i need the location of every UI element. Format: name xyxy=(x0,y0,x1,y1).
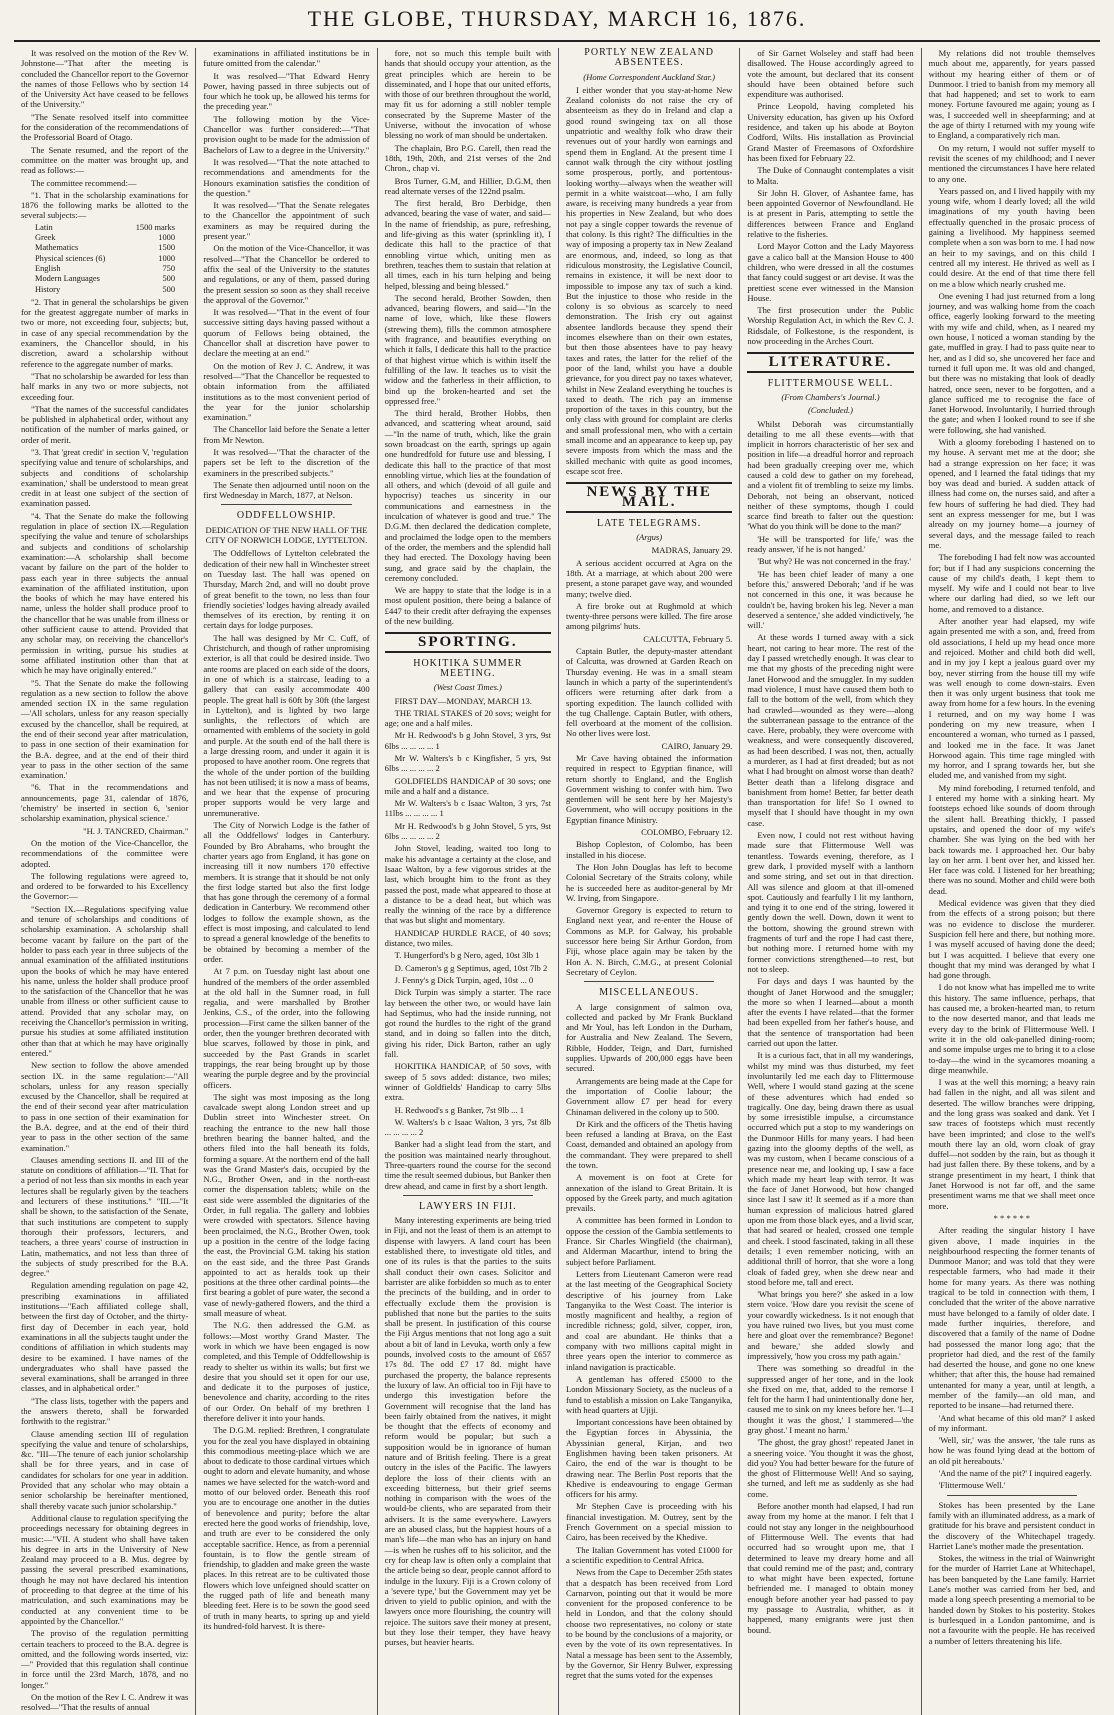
section-heading: PORTLY NEW ZEALAND ABSENTEES. xyxy=(584,47,715,69)
section-heading: LAWYERS IN FIJI. xyxy=(418,1200,517,1212)
paragraph: "Section IX.—Regulations specifying value and tenure of scholarships and conditions of scholarship examination. A scholarship shall become vacant by failure on the part of the holder to pass each year in three subjects of the annual examination of the affiliated institutions upon the books of which he may have entered his name, unless the holder shall produce proof to the satisfaction of the Chancellor that he was unable from illness or other sufficient cause to attend. Provided that any scholar may, on receiving the Chancellor's permission in writing, pursue his studies at some affiliated institution other than that at which he may have originally entered." xyxy=(21,903,189,1058)
paragraph: Medical evidence was given that they died from the effects of a strong poison; but there was no evidence to disclose the murderer. Suspicion fell here and there, but nothing more. I was myself accused of having done the deed; but I was acquitted. I believe that every one thought that my mind was deranged by what I had gone through. xyxy=(928,898,1095,981)
paragraph: It was resolved on the motion of the Rev W. Johnstone—"That after the meeting is concluded the Chancellor report to the Governor the names of those Fellows who by section 14 of the University Act have ceased to be fellows of the University." xyxy=(21,48,189,110)
signature-line: "H. J. TANCRED, Chairman." xyxy=(83,825,189,836)
paragraph: I either wonder that you stay-at-home New Zealand colonists do not raise the cry of absenteeism as they do in Ireland and clap a good round swingeing tax on all those unpatriotic and wealthy folk who draw their revenues out of your hardly won earnings and spend them in England. At the present time I cannot walk through the city without jostling some prosperous, portly, and portentous-looking worthy—always when the weather will permit in a white waistcoat—who, I am fully aware, is receiving many hundreds a year from his properties in New Zealand, but who does not pay a single copper towards the revenue of that colony. Is this right? The difficulties in the way of imposing a property tax in New Zealand are enormous, and, indeed, so long as that ridiculous monstrosity, the Legislative Council, remains in existence, it will be next door to impossible to impose any tax of such a kind. But the injustice to those who reside in the colony is so obvious as scarcely to need demonstration. The Irish cry out against absentee landlords because they spend their incomes elsewhere than on their own estates, but then those absentees have to pay heavy taxes and rates, the latter for the relief of the poor of the land, whilst you have a double grievance, for you direct pay no taxes whatever, whilst in New Zealand everything he touches is taxed to death. The rich pay an immense proportion of the taxes in this country, but the only class with ground for complaint are clerks and small professional men, who with a certain small income and an appearance to keep up, pay severe imposts from which the mass and the skilled mechanic with quite as good incomes, escape scot free. xyxy=(565,84,733,476)
paragraph: Sir John H. Glover, of Ashantee fame, has been appointed Governor of Newfoundland. He is at present in Paris, attempting to settle the differences between France and England relative to the fisheries. xyxy=(747,187,914,240)
paragraph: A gentleman has offered £5000 to the London Missionary Society, as the nucleus of a fund to establish a mission on Lake Tanganyika, with head quarters at Ujiji. xyxy=(565,1373,733,1415)
paragraph: It was resolved—"That Edward Henry Power, having passed in three subjects out of four which he took up, be allowed his terms for the preceding year." xyxy=(203,70,370,112)
paragraph: "That the names of the successful candidates be published in alphabetical order, without any notification of the number of marks gained, or order of merit. xyxy=(21,403,189,445)
paragraph: On the motion of Rev J. C. Andrew, it was resolved—"That the Chancellor be requested to obtain information from the affiliated institutions as to the most convenient period of the year for the junior scholarship examination." xyxy=(203,360,370,423)
paragraph: The N.G. then addressed the G.M. as follows:—Most worthy Grand Master. The work in which we have been engaged is now completed, and this Temple of Oddfellowship is ready to shelter us within its walls; but first we desire that you should set it open for our use, and dedicate it to the purposes of justice, benevolence and charity, according to the rites of our Order. On behalf of my brethren I therefore deliver it into your hands. xyxy=(203,1320,370,1423)
paragraph: A large consignment of salmon ova, collected and packed by Mr Frank Buckland and Mr Youl, has left London in the Durham, for Australia and New Zealand. The Severn, Ribble, Hodder, Teign, and Dart, furnished supplies. Upwards of 200,000 eggs have been secured. xyxy=(565,1001,733,1074)
paragraph: Stokes, the witness in the trial of Wainwright for the murder of Harriet Lane at Whitechapel, has been banqueted by the Lane family. Harriet Lane's mother was carried from her bed, and made a long speech presenting a memorial to be handed down by Stokes to his posterity. Stokes is burlesqued in a London pantomime, and is not a favourite with the people. He has received a number of letters threatening his life. xyxy=(928,1553,1095,1646)
paragraph: The chaplain, Bro P.G. Carell, then read the 18th, 19th, 20th, and 21st verses of the 2nd Chron., chap vi. xyxy=(384,142,551,174)
section-heading: ODDFELLOWSHIP. xyxy=(236,510,337,522)
paragraph: 'What brings you here?' she asked in a low stern voice. 'How dare you revisit the scene of your cowardly wickedness. Is it not enough that you have ruined two lives, but you must come here and gloat over the remembrance? Begone! and beware,' she added slowly and impressively, 'how you cross my path again.' xyxy=(747,1289,914,1361)
newspaper-title: THE GLOBE, THURSDAY, MARCH 16, 1876. xyxy=(307,6,807,31)
paragraph: Lord Mayor Cotton and the Lady Mayoress gave a calico ball at the Mansion House to 400 children, who were dressed in all the costumes that fancy could suggest or art devise. It was the prettiest scene ever witnessed in the Mansion House. xyxy=(747,241,914,303)
paragraph: Additional clause to regulation specifying the proceedings necessary for obtaining degrees in music:—"VII. A student who shall have taken his degree in arts in the University of New Zealand may proceed to a B. Mus. degree by passing the several prescribed examinations, though he may not have declared his intention of proceeding to that degree at the time of his matriculation, and such examinations may be conducted at any convenient time to be appointed by the Chancellor." xyxy=(21,1512,189,1626)
paragraph: For days and days I was haunted by the thought of Janet Horwood and the smuggler; the more so when I learned—about a month after the events I have related—that the former had been expelled from her father's house, and that the sentence of transportation had been carried out upon the latter. xyxy=(747,976,914,1049)
paragraph: The Chancellor laid before the Senate a letter from Mr Newton. xyxy=(203,424,370,445)
column-6 xyxy=(921,48,1102,1715)
paragraph: The hall was designed by Mr C. Cuff, of Christchurch, and though of rather unpromising exterior, is all that could be desired inside. Two ante rooms are placed on each side of the doors, in one of which is a staircase, leading to a gallery that can easily accommodate 400 people. The great hall is 60ft by 30ft (the largest in Lyttelton), and is lighted by two large sunlights, the reflectors of which are ornamented with emblems of the society in gold and purple. At the south end of the hall there is a large dressing room, and under it again it is proposed to have another room. One regrets that the whole of the under portion of the building has not been utilised; it is now a mass of beams, and we hear that the expense of procuring proper supports would be very large and unremunerative. xyxy=(203,632,370,818)
paragraph: 'He has been chief leader of many a one before this,' answered Deborah; 'and if he was not concerned in this one, it was because he couldn't be, having broken his leg. Never a man deserved a sentence,' she added vindictively, 'he will.' xyxy=(747,568,914,631)
paragraph: It was resolved—"That the note attached to recommendations and amendments for the Honours examination satisfies the condition of the question." xyxy=(203,156,370,198)
paragraph: FIRST DAY—MONDAY, MARCH 13. xyxy=(394,695,532,706)
story-title: FLITTERMOUSE WELL. xyxy=(767,377,894,389)
paragraph: With a gloomy foreboding I hastened on to my house. A servant met me at the door; she had a strange expression on her face; it was opened, and I learned the fatal tidings that my boy was dead and buried. A sudden attack of illness had come on, the nurses said, and after a few hours of suffering he had died. They had sent an express messenger for me, but I was already on my journey home—a journey of several days, and the message failed to reach me. xyxy=(928,436,1095,550)
paragraph: fore, not so much this temple built with hands that should occupy your attention, as the great principles which are herein to be disseminated, and I hope that our united efforts, with those of our brethren throughout the world, may fit us for adorning a still nobler temple consecrated by the Supreme Master of the Universe, without the invocation of whose blessing no work of man should be undertaken. xyxy=(384,48,551,141)
result-line: Mr H. Redwood's b g John Stovel, 5 yrs, 9st 6lbs ... ... ... ... 2 xyxy=(384,820,551,842)
paragraph: Arrangements are being made at the Cape for the importation of Coolie labour; the Government allow £7 per head for every Chinaman delivered in the colony up to 500. xyxy=(565,1075,733,1117)
column-1 xyxy=(14,48,195,1715)
paragraph: We are happy to state that the lodge is in a most opulent position, there being a balance of £447 to their credit after defraying the expenses of the new building. xyxy=(384,585,551,627)
section-divider xyxy=(221,504,351,505)
result-line: H. Redwood's s g Banker, 7st 9lb ... 1 xyxy=(394,1104,525,1115)
paragraph: One evening I had just returned from a long journey, and was walking home from the coach office, eagerly looking forward to the meeting with my wife and child, when, as I neared my own house, I noticed a woman standing by the gate, muffled in gray. I had to pass quite near to her, and as I did so, she uncovered her face and turned it full upon me. It was old and changed, but there was no mistaking that look of deadly hatred, once seen, never to be forgotten, and a glance sufficed me to recognise the face of Janet Horwood. Involuntarily, I hurried through the gate; and when I looked round to see if she were following, she had vanished. xyxy=(928,290,1095,435)
dateline: COLOMBO, February 12. xyxy=(641,827,733,838)
paragraph: It was resolved—"That the Senate relegates to the Chancellor the appointment of such examiners as may be required during the present year." xyxy=(203,200,370,242)
paragraph: The sight was most imposing as the long cavalcade swept along London street and up Dublin street into Winchester street. On reaching the entrance to the new hall those brethren bearing the banner halted, and the others filed into the hall beneath its folds, forming a square. At the northern end of the hall was the Grand Master's dais, occupied by the N.G., Brother Owen, and in the north-east corner the dispensation tablets; while on the east side were assembled the dignitaries of the Order, in full regalia. The gallery and lobbies were crowded with spectators. Silence having been proclaimed, the N.G., Brother Owen, took up a position in the centre of the lodge facing the east, the Provincial G.M. taking his station on the east side, and the three Past Grands appointed to act as heralds took up their positions at the three other cardinal points—the first bearing a goblet of pure water, the second a vase of newly-gathered flowers, and the third a small measure of wheat. xyxy=(203,1091,370,1319)
paragraph: 'But why? He was not concerned in the fray.' xyxy=(757,556,911,567)
section-heading: SPORTING. xyxy=(385,632,551,652)
result-line: T. Hungerford's b g Nero, aged, 10st 3lb 1 xyxy=(394,950,540,961)
paragraph: "6. That in the recommendations and announcements, page 31, calendar of 1876, 'chemistry' be inserted in section 6, 'senior scholarship examination, physical science.' xyxy=(21,782,189,824)
column-3 xyxy=(377,48,558,1715)
paragraph: The Senate then adjourned until noon on the first Wednesday in March, 1877, at Nelson. xyxy=(203,479,370,501)
paragraph: HANDICAP HURDLE RACE, of 40 sovs; distance, two miles. xyxy=(384,927,551,949)
paragraph: Captain Butler, the deputy-master attendant of Calcutta, was drowned at Garden Reach on Thursday evening. He was in a small steam launch in which a party of the superintendent's officers were returning after dark from a sporting expedition. The launch collided with the tug Challenge. Captain Butler, with others, fell overboard at the moment of the collision. No other lives were lost. xyxy=(565,646,733,739)
source-note: (Home Correspondent Auckland Star.) xyxy=(583,71,716,82)
paragraph: Even now, I could not rest without having made sure that Flittermouse Well was tenantless. Towards evening, therefore, as I grew dark, I provided myself with a lanthorn and some string, and set out in that direction. All was silence and gloom at that ill-omened spot. Cautiously and fearfully I lit my lanthorn, and tying it to one end of the string, lowered it gently down the well. Down, down it went to the bottom, showing the ground strewn with fragments of turf and the rope I had cast there, but nothing more. I returned home with my former convictions strengthened—to rest, but not to sleep. xyxy=(747,830,914,974)
column-4 xyxy=(558,48,739,1715)
paragraph: Mr Stephen Cave is proceeding with his financial investigation. M. Outrey, sent by the French Government on a special mission to Cairo, has been received by the Khedive. xyxy=(565,1501,733,1543)
result-line: J. Fenny's g Dick Turpin, aged, 10st ... 0 xyxy=(394,974,534,985)
section-subheading: LATE TELEGRAMS. xyxy=(597,517,702,529)
paragraph: The Italian Government has voted £1000 for a scientific expedition to Central Africa. xyxy=(565,1544,733,1565)
source-note: (Argus) xyxy=(636,532,663,543)
paragraph: Bros Turner, G.M, and Hillier, D.G.M, then read alternate verses of the 122nd psalm. xyxy=(384,175,551,196)
paragraph: 'He will be transported for life,' was the ready answer, 'if he is not hanged.' xyxy=(747,533,914,555)
result-line: D. Cameron's g g Septimus, aged, 10st 7lb 2 xyxy=(394,962,548,973)
paragraph: 'The ghost, the gray ghost!' repeated Janet in a sneering voice. 'You thought it was the ghost, did you? You had better beware for the future of the ghost of Flittermouse Well! And so saying, she turned, and left me as suddenly as she had come. xyxy=(747,1437,914,1499)
paragraph: Dr Kirk and the officers of the Thetis having been refused a landing at Brava, on the East Coast, demanded and obtained an apology from the commandant. They were prepared to shell the town. xyxy=(565,1118,733,1170)
paragraph: Mr Cave having obtained the information required in respect to Egyptian finance, will return shortly to England, and the English Government wishing to confer with him. Two gentlemen will be sent here by her Majesty's Government, who will occupy positions in the Egyptian finance Ministry. xyxy=(565,753,733,825)
paragraph: John Stovel, leading, waited too long to make his advantage a certainty at the close, and Isaac Walton, by a few vigorous strides at the last, which brought him to the front as they passed the post, made what appeared to those at a distance to be a dead heat, but which was really the winning of the race by a difference that was but slight and momentary. xyxy=(384,843,551,926)
marks-row: Physical sciences (6) 1000 xyxy=(35,253,175,263)
paragraph: It was resolved—"That the character of the papers set be left to the discretion of the examiners in the prescribed subjects." xyxy=(203,446,370,478)
dateline: CAIRO, January 29. xyxy=(661,740,733,751)
paragraph: News from the Cape to December 25th states that a despatch has been received from Lord Carnarvon, pointing out that it would be more convenient for the proposed conference to be held in London, and that the colony should choose two representatives, no colony or state to be bound by the conclusions of a majority, or even by the vote of its own representatives. In Natal a message has been sent to the Assembly, by the Governor, Sir Henry Bulwer, expressing regret that the sums voted for the expenses xyxy=(565,1567,733,1681)
paragraph: Prince Leopold, having completed his University education, has given up his Oxford residence, and taken up his abode at Boyton Codford, Wilts. His installation as Provincial Grand Master of Freemasons of Oxfordshire has been fixed for February 22. xyxy=(747,101,914,163)
masthead xyxy=(0,0,1114,38)
result-line: W. Walters's b c Isaac Walton, 3 yrs, 7st 8lb ... ... ... ... 2 xyxy=(384,1116,551,1138)
paragraph: "5. That the Senate do make the following regulation as a new section to follow the above amended section IX in the same regulation—'All scholars, unless for any reason specially excused by the chancellor, shall be required, at the end of their second year after matriculation, to pass in one section of their examination for the B.A. degree, and at the end of their third year to pass in the other section of the same examination.' xyxy=(21,677,189,781)
paragraph: Years passed on, and I lived happily with my young wife, whom I dearly loved; all the wild imaginations of my youth having been effectually quenched in the prosaic process of gaining a livelihood. My happiness seemed complete when a son was born to me. I had now an heir to my savings, and on this child I centred all my interest. He thrived as well as I could desire. At the end of that time there fell on me a blow which nearly crushed me. xyxy=(928,185,1095,289)
paragraph: "2. That in general the scholarships be given for the greatest aggregate number of marks in two or more, not exceeding four, subjects; but, in case of any special recommendation by the examiners, the Chancellor should, in his discretion, award a scholarship without reference to the aggregate number of marks. xyxy=(21,296,189,369)
masthead-rule xyxy=(14,40,1100,42)
dateline: CALCUTTA, February 5. xyxy=(643,633,733,644)
paragraph: The proviso of the regulation permitting certain teachers to proceed to the B.A. degree is omitted, and the following words inserted, viz:—" Provided that this regulation shall continue in force until the 23rd March, 1878, and no longer." xyxy=(21,1628,189,1690)
column-5 xyxy=(739,48,920,1715)
source-note: (West Coast Times.) xyxy=(433,682,502,693)
paragraph: of Sir Garnet Wolseley and staff had been disallowed. The House accordingly agreed to vote the amount, but declared that its consent should have been obtained before such expenditure was authorised. xyxy=(747,48,914,100)
paragraph: On my return, I would not suffer myself to revisit the scenes of my childhood; and I never mentioned the circumstances I have here related to any one. xyxy=(928,142,1095,184)
section-break: * * * * * * xyxy=(993,1212,1031,1223)
section-heading: NEWS BY THE MAIL. xyxy=(566,482,732,513)
paragraph: Important concessions have been obtained by the Egyptian forces in Abyssinia, the Abyssinian general, Kirjan, and two Englishmen having been taken prisoners. At Cairo, the end of the war is thought to be drawing near. The Berlin Post reports that the Khedive is endeavouring to engage German officers for his army. xyxy=(565,1417,733,1500)
section-divider xyxy=(947,1495,1077,1496)
paragraph: The Hon John Douglas has left to become Colonial Secretary of the Straits colony, while he is succeeded here as auditor-general by Mr W. Irving, from Singapore. xyxy=(565,861,733,903)
paragraph: Regulation amending regulation on page 42, prescribing examinations in affiliated institutions—"Each affiliated college shall, between the first day of October, and the thirty-first day of December in each year, hold examinations in all the subjects taught under the conditions of affiliation in which students may desire to be examined. I have names of the undergraduates who shall have passed the several examinations, shall be arranged in three classes, and in alphabetical order." xyxy=(21,1280,189,1394)
paragraph: 'Well, sir,' was the answer, 'the tale runs as how he was found lying dead at the bottom of an old pit hereabouts.' xyxy=(928,1435,1095,1466)
paragraph: "The class lists, together with the papers and the answers thereto, shall be forwarded forthwith to the registrar." xyxy=(21,1395,189,1427)
paragraph: The third herald, Brother Hobbs, then advanced, and scattering wheat around, said—"In the name of truth, which, like the grain sown broadcast on the earth, springs up again one hundredfold for future use and blessing, I dedicate this hall to the practice of that most ennobling virtue, which lies at the foundation of all others, and which (devoid of all guile and hypocrisy) teaches us sincerity in our communications and earnestness in the inculcation of whatever is good and true." The D.G.M. then declared the dedication complete, and proclaimed the lodge open to the members of the order, the members and the splendid hall they had erected. The Doxology having been sung, and grace said by the chaplain, the ceremony concluded. xyxy=(384,408,551,583)
paragraph: Letters from Lieutenant Cameron were read at the last meeting of the Geographical Society descriptive of his journey from Lake Tanganyika to the West Coast. The interior is mostly magnificent and healthy, a region of incredible richness; gold, silver, copper, iron, and coal are abundant. He thinks that a company with two millions capital might in three years open the interior to commerce as inland navigation is practicable. xyxy=(565,1268,733,1372)
paragraph: The Duke of Connaught contemplates a visit to Malta. xyxy=(747,165,914,186)
paragraph: On the motion of the Rev I. C. Andrew it was resolved—"That the results of annual xyxy=(21,1692,189,1713)
paragraph: "The Senate resolved itself into committee for the consideration of the recommendations of the Professorial Board of Otago. xyxy=(21,111,189,143)
result-line: Mr W. Walters's b c Isaac Walton, 3 yrs, 7st 11lbs ... ... ... ... 1 xyxy=(384,798,551,819)
section-divider xyxy=(403,1195,533,1196)
result-line: Mr H. Redwood's b g John Stovel, 3 yrs, 9st 6lbs ... ... ... ... 1 xyxy=(384,730,551,751)
paragraph: "That no scholarship be awarded for less than half marks in any two or more subjects, not exceeding four. xyxy=(21,370,189,402)
paragraph: New section to follow the above amended section IX. in the same regulation:—"All scholars, unless for any reason specially excused by the Chancellor, shall be required at the end of their second year after matriculation to pass in one section of their examination for the B.A. degree, and at the end of their third year to pass in the other section of the same examination." xyxy=(21,1060,189,1153)
paragraph: A fire broke out at Rughmold at which twenty-three persons were killed. The fire arose among pilgrims' huts. xyxy=(565,600,733,632)
paragraph: Clause amending section III of regulation specifying the value and tenure of scholarships, &c. "III—The tenure of each junior scholarship shall be for three years, and in case of candidates for scholars for one year in addition. Provided that any scholar who may obtain a senior scholarship be hereinafter mentioned, shall thereby vacate such junior scholarship." xyxy=(21,1428,189,1511)
paragraph: 'Flittermouse Well.' xyxy=(938,1480,1006,1491)
paragraph: On the motion of the Vice-Chancellor, it was resolved—"That the Chancellor be ordered to affix the seal of the University to the statutes and regulations, or any of them, passed during the present session so soon as they shall receive the approval of the Governor." xyxy=(203,243,370,305)
paragraph: The foreboding I had felt now was accounted for; but if I had any suspicions concerning the cause of my child's death, I kept them to myself. My wife and I could not bear to live where our darling had died, so we left our home, and removed to a distance. xyxy=(928,552,1095,614)
paragraph: Clauses amending sections II. and III of the statute on conditions of affiliation—"II. That for a period of not less than six months in each year lectures shall be regularly given by the teachers and lecturers of these institutions." "III.—"It shall be shown, to the satisfaction of the Senate, that such institutions are competent to supply thorough their professors, lecturers, and teachers, a three years' course of instruction in Latin, mathematics, and not less than three of the subjects of study prescribed for the B.A. degree." xyxy=(21,1154,189,1279)
paragraph: The D.G.M. replied: Brethren, I congratulate you for the zeal you have displayed in obtaining this commodious meeting-place which we are about to dedicate to those cardinal virtues which ought to adorn and elevate humanity, and whose names we have selected for the watch-word and motto of our beloved order. Beneath this roof you are to encourage one another in the duties of benevolence and purity; before the altar erected here the good works of friendship, love, and truth are ever to be considered the only acceptable sacrifice. Hence, as from a perennial fountain, is to flow the gentle stream of friendship, to gladden and make green the waste places. In this retreat are to be cultivated those flowers which love unfeigned should scatter on the rugged path of life and beneath many bleeding feet. Here is to be sown the good seed of truth in many hearts, to spring up and yield its hundred-fold harvest. It is there- xyxy=(203,1425,370,1631)
continuation-note: (Concluded.) xyxy=(807,405,854,416)
paragraph: Dick Turpin was simply a starter. The race lay between the other two, or would have lain had Septimus, who had the inside running, not got round the hurdles to the right of the grand stand, and in doing so fallen into the ditch, giving his rider, Dick Barton, rather an ugly fall. xyxy=(384,987,551,1060)
paragraph: The following regulations were agreed to, and ordered to be forwarded to his Excellency the Governor:— xyxy=(21,870,189,902)
paragraph: Whilst Deborah was circumstantially detailing to me all these events—with that implicit in horrors characteristic of her sex and position in life—a dreadful horror and reproach had been gradually creeping over me, which caused a cold dew to gather on my forehead, and a violent fit of trembling to seize my limbs. Deborah, not being an observant, noticed neither of these symptoms, though I could scarce find breath to falter out the question: 'What do you think will be done to the man?' xyxy=(747,418,914,532)
section-divider xyxy=(584,981,714,982)
marks-table xyxy=(35,223,188,295)
paragraph: THE TRIAL STAKES of 20 sovs; weight for age; one and a half miles. xyxy=(384,707,551,729)
paragraph: After another year had elapsed, my wife again presented me with a son, and, freed from old associations, I held up my head once more and rejoiced. Mother and child both did well, and in my joy I kept a jealous guard over my boy, never stirring from the house till my wife was well enough to come down-stairs. Even then it was only urgent business that took me away from home for a few hours. In the evening I returned, and on my way home I was pondering on my new treasure, when I encountered a woman, who turned as I passed, and looked me in the face. It was Janet Horwood again. This time rage mingled with my horror, and I sprang towards her, but she eluded me, and vanished from my sight. xyxy=(928,616,1095,781)
paragraph: A movement is on foot at Crete for annexation of the island to Great Britain. It is opposed by the Greek party, and much agitation prevails. xyxy=(565,1172,733,1214)
paragraph: At these words I turned away with a sick heart, not caring to hear more. The rest of the day I passed wretchedly enough. It was clear to me that my ghosts of the preceding night were Janet Horwood and the smuggler. In my sudden mad violence, I must have caused them both to fall to the bottom of the well, from which they had crawled—wounded as they were—along the subterranean passage to the entrance of the cave. Here, probably, they were overcome with weakness, and were consequently discovered, as had been described. I was not, then, actually a murderer, as I had at first dreaded; but as not what I had brought on almost worse than death? Better death than a lifelong disgrace and banishment from home! Better, far better death than transportation for life! So I owned to myself that I should have thought in my own case. xyxy=(747,632,914,828)
paragraph: "3. That 'great credit' in section V, 'regulation specifying value and tenure of scholarships, and subjects and conditions of scholarship examination,' shall be understood to mean great credit in at least one subject of the section of examination passed. xyxy=(21,446,189,509)
dateline: MADRAS, January 29. xyxy=(651,545,733,556)
column-2 xyxy=(195,48,376,1715)
section-subheading: DEDICATION OF THE NEW HALL OF THE CITY OF NORWICH LODGE, LYTTELTON. xyxy=(205,524,368,546)
paragraph: There was something so dreadful in the suppressed anger of her tone, and in the look she fixed on me, that, added to the remorse I felt for the harm I had unintentionally done her, caused me to sink on my knees before her. 'I—I thought it was the ghost,' I stammered—'the gray ghost.' I meant no harm.' xyxy=(747,1363,914,1435)
paragraph: Stokes has been presented by the Lane family with an illuminated address, as a mark of gratitude for his brave and persistent conduct in the discovery of the Whitechapel tragedy. Harriet Lane's mother made the presentation. xyxy=(928,1499,1095,1551)
paragraph: A serious accident occurred at Agra on the 18th. At a marriage, at which about 200 were present, a stone parapet gave way, and wounded many; twelve died. xyxy=(565,557,733,599)
paragraph: On the motion of the Vice-Chancellor, the recommendations of the committee were adopted. xyxy=(21,837,189,869)
marks-row: History 500 xyxy=(35,284,175,294)
marks-row: Greek 1000 xyxy=(35,233,175,243)
paragraph: "1. That in the scholarship examinations for 1876 the following marks be allotted to the several subjects:— xyxy=(21,189,189,221)
paragraph: GOLDFIELDS HANDICAP of 30 sovs; one mile and a half and a distance. xyxy=(384,775,551,796)
marks-row: Modern Languages 500 xyxy=(35,274,175,284)
paragraph: A committee has been formed in London to oppose the cession of the Gambia settlements to France. Sir Charles Wingfield (the chairman), and Alderman Macarthur, intend to bring the subject before Parliament. xyxy=(565,1215,733,1267)
paragraph: Governor Gregory is expected to return to England next year, and re-enter the House of Commons as M.P. for Galway, his probable successor here being Sir Arthur Gordon, from Fiji, whose place again may be taken by the Hon A. N. Birch, C.M.G., at present Colonial Secretary of Ceylon. xyxy=(565,905,733,977)
paragraph: The first prosecution under the Public Worship Regulation Act, in which the Rev C. J. Ridsdale, of Folkestone, is the respondent, is now proceeding in the Arches Court. xyxy=(747,305,914,347)
paragraph: The Oddfellows of Lyttelton celebrated the dedication of their new hall in Winchester street on Tuesday last. The hall was opened on Thursday, March 2nd, and will no doubt prove of great benefit to the town, no less than four friendly societies' lodges having already availed themselves of its erection, by renting it on certain days for lodge purposes. xyxy=(203,548,370,631)
paragraph: "4. That the Senate do make the following regulation in place of section IX.—Regulation specifying the value and tenure of scholarships and subjects and conditions of scholarship examination:—A scholarship shall become vacant by failure on the part of the holder to pass each year in three subjects the annual examination of the affiliated institution, upon the books of which he may have entered his name, unless the holder shall produce proof to the chancellor that he was unable from illness or other sufficient cause to attend. Provided that any scholar may, on receiving the chancellor's permission in writing, pursue his studies at some affiliated institution other than that at which he may have originally entered." xyxy=(21,510,189,676)
paragraph: Before another month had elapsed, I had run away from my home at the manor. I felt that I could not stay any longer in the neighbourhood of Flittermouse Well. The events that had occurred had so wrought upon me, that I determined to leave my dreary home and all that could remind me of the past; and, contrary to what might have been expected, fortune befriended me. I managed to obtain money enough before another year had passed to pay my passage to Australia, whither, as it happened, many emigrants were just then bound. xyxy=(747,1501,914,1635)
marks-row: Latin 1500 marks xyxy=(35,222,175,232)
paragraph: The committee recommend:— xyxy=(31,177,137,188)
section-heading: LITERATURE. xyxy=(747,352,913,372)
paragraph: HOKITIKA HANDICAP, of 50 sovs, with sweep of 5 sovs added: distance, two miles; winner of Goldfields' Handicap to carry 5lbs extra. xyxy=(384,1061,551,1103)
paragraph: Many interesting experiments are being tried in Fiji, and not the least of them is an attempt to dispense with lawyers. A land court has been established there, to investigate old titles, and one of its rules is that the parties to the suits shall conduct their own cases. Solicitor and barrister are alike forbidden so much as to enter the precincts of the building, and in order to effectually exclude them the provision is published that none but the parties to the suits shall be present. In justification of this course the Fiji Argus mentions that not long ago a suit about a bit of land in Levuka, worth only a few pounds, involved costs to the amount of £657 17s 8d. The odd £7 17 8d. might have purchased the property, the balance represents the luxury of law. An official too in Fiji have to undergo this investigation before the Government will recognise that the land has been fairly obtained from the natives, it might be thought that the effects of economy and reform would be popular; but such a supposition would be in ignorance of human nature and of British feeling. There is a great outcry in the isles of the Pacific. The lawyers deplore the loss of their clients with an exceeding bitterness, but their grief seems nothing in comparison with the woes of the would-be clients, who are separated from their advisers. It is the same everywhere. Lawyers are an abused class, but the happiest hours of a man's life—the man who has an injury on hand—is when he rushes off to his solicitor, and the cry for cheap law is often only a complaint that the article being so dear, people cannot afford to indulge in the luxury. Fiji is a Crown colony of a 'severe type,' but the Government may yet be driven to yield to public opinion, and with the lawyers once more flourishing, the country will rejoice. The suitors save their money at present, but they lose their temper, they have heavy purses, but heavier hearts. xyxy=(384,1215,551,1648)
paragraph: The second herald, Brother Sowden, then advanced, bearing flowers, and said—"In the name of love, which, like these flowers (strewing them), fills the common atmosphere with fragrance, and beautifies everything on which it falls, I dedicate this hall to the practice of that highest virtue which is within itself the fulfilling of the law. It teaches us to visit the widow and the fatherless in their affliction, to bind up the broken-hearted and set the oppressed free." xyxy=(384,292,551,406)
paragraph: 'And the name of the pit?' I inquired eagerly. xyxy=(938,1468,1092,1479)
paragraph: It was resolved—"That in the event of four successive sitting days having passed without a quorum of Fellows being obtained, the Chancellor shall at discretion have power to declare the meeting at an end." xyxy=(203,307,370,359)
paragraph: The Senate resumed, and the report of the committee on the matter was brought up, and read as follows:— xyxy=(21,144,189,176)
paragraph: It is a curious fact, that in all my wanderings, whilst my mind was thus disturbed, my feet involuntarily led me each day to Flittermouse Well, where I would stand gazing at the scene of these adventures which had ended so tragically. One day, being drawn there as usual by some irresistible impulse, a circumstance occurred which put a stop to my wanderings on the Dunmoor Hills for many years. I had been gazing into the gloomy depths of the well, as was my custom, when I became conscious of a presence near me, and looking up, I saw a face which made my heart leap with terror. It was the face of Janet Horwood, but how changed since last I saw it! It seemed as if a more than human expression of malicious hatred glared upon me from those black eyes, and a livid scar, that had seared or healed, crossed one temple and cheek. I stood fascinated, taking in all these details; I even remember noticing, with an additional thrill of horror, that she wore a long cloak of faded grey, when she drew near and stood before me, tall and erect. xyxy=(747,1050,914,1287)
section-subheading: HOKITIKA SUMMER MEETING. xyxy=(413,657,523,679)
paragraph: I do not know what has impelled me to write this history. The same influence, perhaps, that has caused me, a broken-hearted man, to return to the now deserted manor, and that leads me every day to the brink of Flittermouse Well. I write it in the old oak-panelled dining-room; and some impulse urges me to bring it to a close to-day—the wind in the sycamores moaning a dirge meanwhile. xyxy=(928,982,1095,1075)
source-note: (From Chambers's Journal.) xyxy=(781,391,880,402)
paragraph: 'And what became of this old man?' I asked of my informant. xyxy=(928,1412,1095,1433)
paragraph: The City of Norwich Lodge is the father of all the Oddfellows' lodges in Canterbury. Founded by Bro Abrahams, who brought the charter years ago from England, it has gone on increasing till it now numbers 170 effective members. It is strange that it should be not only the first lodge started but also the first lodge that has gone through the ceremony of a formal dedication in Canterbury. We recommend other lodges to follow the example shown, as the effect is most imposing, and calculated to lend to spread a general knowledge of the benefits to be obtained by becoming a member of the order. xyxy=(203,820,370,964)
paragraph: The first herald, Bro Derbidge, then advanced, bearing the vase of water, and said—In the name of friendship, as pure, refreshing, and life-giving as this water (sprinkling it), I dedicate this hall to the practice of that ennobling virtue which, uniting men as brethren, teaches them to sustain that relation at all times, each in his turn helping and being helped, blessing and being blessed." xyxy=(384,198,551,291)
paragraph: My mind foreboding, I returned tenfold, and I entered my home with a sinking heart. My footsteps echoed like sounds of doom through the silent hall. Breathing thickly, I passed upstairs, and opened the door of my wife's chamber. She was lying on the bed with her back towards me. I approached her. Our baby lay on her arm. I bent over her, and kissed her. Her face was cold. I listened for her breathing; there was no sound. Mother and child were both dead. xyxy=(928,782,1095,896)
paragraph: Bishop Copleston, of Colombo, has been installed in his diocese. xyxy=(565,839,733,860)
section-heading: MISCELLANEOUS. xyxy=(599,987,700,999)
paragraph: At 7 p.m. on Tuesday night last about one hundred of the members of the order assembled at the old hall in the Sumner road, in full regalia, and were marshalled by Brother Jenkins, C.S., of the order, into the following procession—First came the silken banner of the order, then the younger brethren decorated with blue scarves, followed by those in pink, and succeeded by the Past Grands in scarlet trappings, the rear being brought up by those wearing the purple degree and by the provincial officers. xyxy=(203,966,370,1090)
result-line: Mr W. Walters's b c Kingfisher, 5 yrs, 9st 6lbs ... ... ... ... 2 xyxy=(384,753,551,774)
paragraph: I was at the well this morning; a heavy rain had fallen in the night, and all was silent and deserted. The willow branches were dripping, and the long grass was soaked and dank. Yet I saw traces of footsteps which must recently have been imprinted; and close to the well's mouth there lay an old, worn cloak of gray duffel—not sodden by the rain, but as though it had just fallen there. By these tokens, and by a strange presentiment in my heart, I think that Janet Horwood is not far off, and the same presentiment warns me that we shall meet once more. xyxy=(928,1077,1095,1211)
marks-row: Mathematics 1500 xyxy=(35,243,175,253)
newspaper-columns xyxy=(14,47,1102,1713)
paragraph: My relations did not trouble themselves much about me, apparently, for years passed without my hearing either of them or of Dunmoor. I tried to banish from my memory all that had happened; and set to work to earn money. Fortune favoured me again; young as I was, I succeeded well in sheepfarming; and at the age of thirty I returned with my young wife to England, a comparatively rich man. xyxy=(928,48,1095,141)
marks-row: English 750 xyxy=(35,263,175,273)
paragraph: After reading the singular history I have given above, I made inquiries in the neighbourhood respecting the former tenants of Dunmoor Manor; and was told that they were respectable farmers, who had made it their home for many years. As there was nothing tragical to be told in connection with them, I concluded that the writer of the above narrative must have belonged to a family of older date. I made further inquiries, therefore, and discovered that a family of the name of Dodne had possessed the manor long ago; that the proprietor had died, and the rest of the family had deserted the house, and gone no one knew whither; that after this, the house had remained untenanted for many a year, until at length, a member of the family—an old man, and reported to be insane—had returned there. xyxy=(928,1225,1095,1411)
paragraph: The following motion by the Vice-Chancellor was further considered:—"That provision ought to be made for the admission of Bachelors of Law to a degree in the University." xyxy=(203,113,370,155)
paragraph: Banker had a slight lead from the start, and the position was maintained nearly throughout. Three-quarters round the course for the second time the result seemed dubious, but Banker then drew ahead, and came in first by a short length. xyxy=(384,1139,551,1191)
paragraph: examinations in affiliated institutions be in future omitted from the calendar." xyxy=(203,48,370,69)
